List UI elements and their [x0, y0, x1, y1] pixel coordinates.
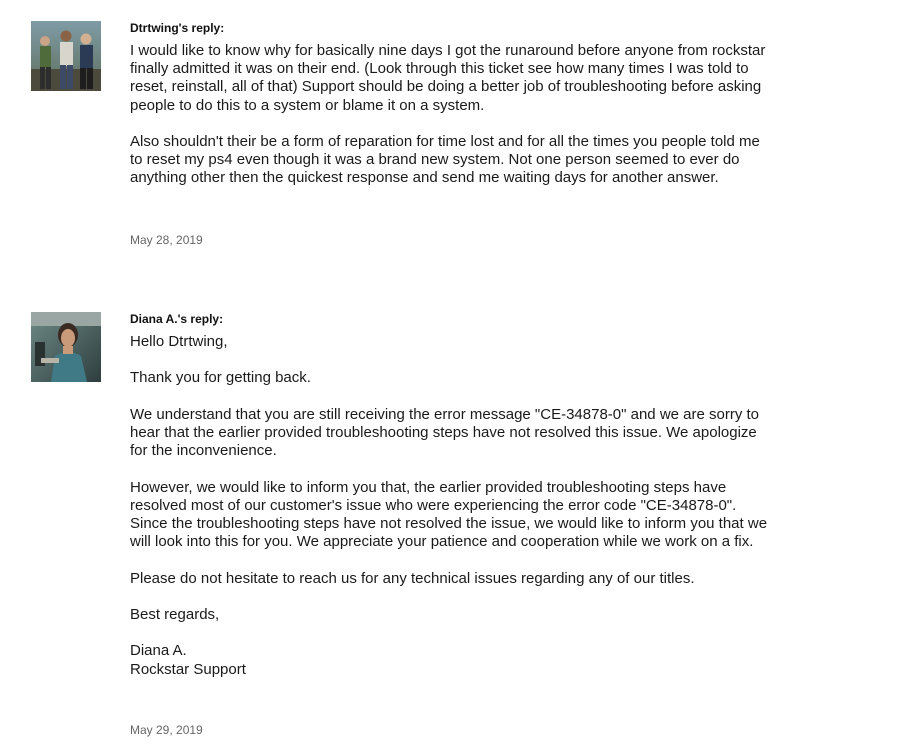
message-line: for the inconvenience.	[130, 442, 277, 460]
message-line: anything other then the quickest response and send me waiting days for another answer.	[130, 169, 719, 187]
message-line: I would like to know why for basically nine days I got the runaround before anyone from rockstar	[130, 42, 766, 59]
message-line: finally admitted it was on their end. (Look through this ticket see how many times I was told to	[130, 60, 749, 78]
message-line: Since the troubleshooting steps have not resolved the issue, we would like to inform you that we	[130, 514, 768, 532]
reply-message	[130, 42, 810, 188]
message-line: We understand that you are still receiving the error message "CE-34878-0" and we are sorry to	[130, 405, 760, 423]
reply-date: May 29, 2019	[130, 723, 203, 737]
message-paragraph	[130, 133, 810, 188]
message-line: Thank you for getting back.	[130, 369, 311, 387]
message-line: Also shouldn't their be a form of reparation for time lost and for all the times you people told me	[130, 133, 760, 150]
gta-characters-avatar-icon	[31, 21, 101, 91]
message-line: Please do not hesitate to reach us for any technical issues regarding any of our titles.	[130, 569, 695, 587]
message-paragraph	[130, 406, 810, 461]
message-line: reset, reinstall, all of that) Support should be doing a better job of troubleshooting before asking	[130, 78, 762, 96]
message-line: Diana A.	[130, 642, 187, 660]
message-paragraph	[130, 479, 810, 552]
message-line: However, we would like to inform you that, the earlier provided troubleshooting steps have	[130, 478, 727, 496]
reply-message	[130, 333, 810, 679]
message-paragraph	[130, 606, 810, 624]
gta-character-avatar-icon	[31, 312, 101, 382]
message-line: people to do this to a system or blame it on a system.	[130, 96, 485, 114]
message-line: Hello Dtrtwing,	[130, 333, 228, 350]
message-line: resolved most of our customer's issue who were experiencing the error code "CE-34878-0".	[130, 496, 737, 514]
reply-author: Dtrtwing's reply:	[130, 21, 225, 35]
message-paragraph	[130, 42, 810, 115]
reply-date: May 28, 2019	[130, 233, 203, 247]
reply-author: Diana A.'s reply:	[130, 312, 224, 326]
message-paragraph	[130, 333, 810, 351]
message-paragraph	[130, 642, 810, 678]
message-line: hear that the earlier provided troubleshooting steps have not resolved this issue. We apologize	[130, 423, 757, 441]
message-paragraph	[130, 570, 810, 588]
avatar	[31, 21, 101, 91]
message-paragraph	[130, 369, 810, 387]
message-line: Rockstar Support	[130, 660, 246, 678]
message-line: Best regards,	[130, 605, 220, 623]
message-line: will look into this for you. We appreciate your patience and cooperation while we work on a fix.	[130, 533, 754, 551]
message-line: to reset my ps4 even though it was a brand new system. Not one person seemed to ever do	[130, 151, 740, 169]
avatar	[31, 312, 101, 382]
